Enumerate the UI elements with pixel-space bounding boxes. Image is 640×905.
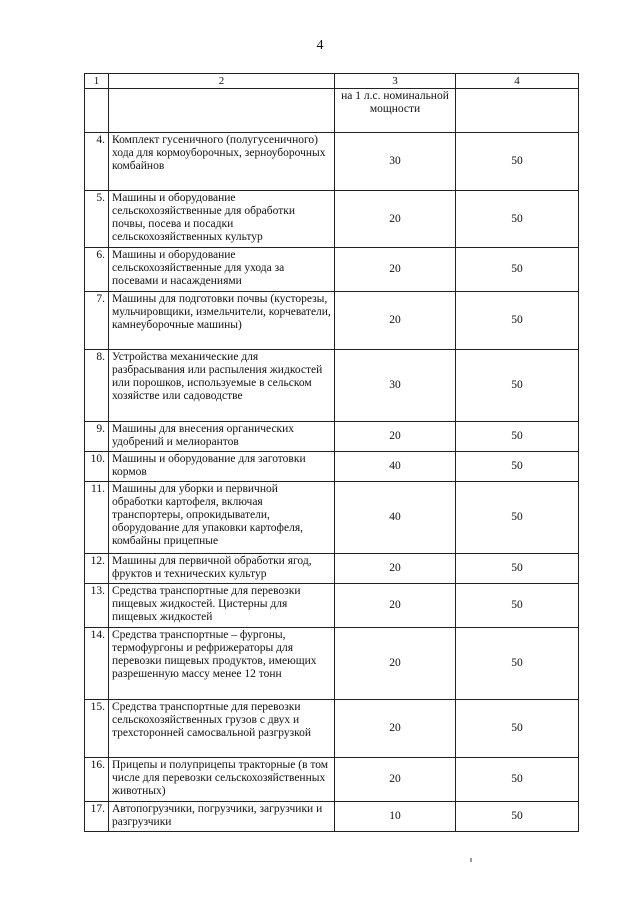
table-row bbox=[85, 554, 579, 584]
table-row bbox=[85, 422, 579, 452]
rate-column-3: 20 bbox=[335, 292, 456, 350]
table-row bbox=[85, 133, 579, 191]
rate-column-4: 50 bbox=[456, 133, 579, 191]
rate-column-3: 20 bbox=[335, 554, 456, 584]
rate-column-3: 10 bbox=[335, 802, 456, 832]
equipment-name: Машины для внесения органических удобрений и мелиорантов bbox=[109, 422, 335, 452]
equipment-name: Прицепы и полуприцепы тракторные (в том числе для перевозки сельскохозяйственных животных) bbox=[109, 758, 335, 802]
rate-column-4: 50 bbox=[456, 482, 579, 554]
equipment-name: Средства транспортные для перевозки сельскохозяйственных грузов с двух и трехсторонней самосвальной разгрузкой bbox=[109, 700, 335, 758]
row-number: 9. bbox=[85, 422, 109, 452]
row-number: 6. bbox=[85, 248, 109, 292]
unit-row-empty-cell bbox=[456, 89, 579, 133]
table-row bbox=[85, 584, 579, 628]
row-number: 11. bbox=[85, 482, 109, 554]
column-number-1: 1 bbox=[85, 74, 109, 89]
rate-column-4: 50 bbox=[456, 292, 579, 350]
equipment-name: Средства транспортные для перевозки пищевых жидкостей. Цистерны для пищевых жидкостей bbox=[109, 584, 335, 628]
rate-column-3: 20 bbox=[335, 422, 456, 452]
unit-row-empty-cell bbox=[109, 89, 335, 133]
table-row bbox=[85, 482, 579, 554]
row-number: 15. bbox=[85, 700, 109, 758]
column-number-row bbox=[85, 74, 579, 89]
rate-column-3: 20 bbox=[335, 191, 456, 248]
rate-column-3: 20 bbox=[335, 758, 456, 802]
unit-label: на 1 л.с. номинальной мощности bbox=[335, 89, 456, 133]
table-row bbox=[85, 628, 579, 700]
rate-column-4: 50 bbox=[456, 758, 579, 802]
column-number-2: 2 bbox=[109, 74, 335, 89]
row-number: 17. bbox=[85, 802, 109, 832]
table-row bbox=[85, 802, 579, 832]
unit-row bbox=[85, 89, 579, 133]
row-number: 12. bbox=[85, 554, 109, 584]
table-row bbox=[85, 191, 579, 248]
rate-column-3: 40 bbox=[335, 452, 456, 482]
rate-column-4: 50 bbox=[456, 452, 579, 482]
rate-column-4: 50 bbox=[456, 700, 579, 758]
rate-column-4: 50 bbox=[456, 350, 579, 422]
rate-column-3: 40 bbox=[335, 482, 456, 554]
table-row bbox=[85, 452, 579, 482]
equipment-name: Устройства механические для разбрасывания или распыления жидкостей или порошков, используемые в сельском хозяйстве или садоводстве bbox=[109, 350, 335, 422]
column-number-3: 3 bbox=[335, 74, 456, 89]
unit-row-empty-cell bbox=[85, 89, 109, 133]
scan-mark bbox=[470, 858, 472, 862]
rate-column-4: 50 bbox=[456, 628, 579, 700]
row-number: 4. bbox=[85, 133, 109, 191]
rate-column-3: 20 bbox=[335, 628, 456, 700]
row-number: 10. bbox=[85, 452, 109, 482]
rate-column-3: 30 bbox=[335, 350, 456, 422]
table-row bbox=[85, 350, 579, 422]
row-number: 7. bbox=[85, 292, 109, 350]
equipment-name: Средства транспортные – фургоны, термофургоны и рефрижераторы для перевозки пищевых продуктов, имеющих разрешенную массу менее 12 тонн bbox=[109, 628, 335, 700]
rate-column-4: 50 bbox=[456, 422, 579, 452]
column-number-4: 4 bbox=[456, 74, 579, 89]
table-row bbox=[85, 248, 579, 292]
row-number: 13. bbox=[85, 584, 109, 628]
rate-column-4: 50 bbox=[456, 248, 579, 292]
rate-column-3: 20 bbox=[335, 248, 456, 292]
equipment-name: Машины для подготовки почвы (кусторезы, мульчировщики, измельчители, корчеватели, камнеуборочные машины) bbox=[109, 292, 335, 350]
subsidy-rates-table bbox=[84, 73, 579, 832]
table-row bbox=[85, 700, 579, 758]
table-row bbox=[85, 758, 579, 802]
table-row bbox=[85, 292, 579, 350]
row-number: 8. bbox=[85, 350, 109, 422]
rate-column-3: 30 bbox=[335, 133, 456, 191]
equipment-name: Машины и оборудование сельскохозяйственные для обработки почвы, посева и посадки сельскохозяйственных культур bbox=[109, 191, 335, 248]
equipment-name: Комплект гусеничного (полугусеничного) хода для кормоуборочных, зерноуборочных комбайнов bbox=[109, 133, 335, 191]
rate-column-3: 20 bbox=[335, 584, 456, 628]
equipment-name: Машины для первичной обработки ягод, фруктов и технических культур bbox=[109, 554, 335, 584]
row-number: 16. bbox=[85, 758, 109, 802]
row-number: 5. bbox=[85, 191, 109, 248]
rate-column-4: 50 bbox=[456, 191, 579, 248]
rate-column-4: 50 bbox=[456, 584, 579, 628]
equipment-name: Автопогрузчики, погрузчики, загрузчики и разгрузчики bbox=[109, 802, 335, 832]
row-number: 14. bbox=[85, 628, 109, 700]
rate-column-4: 50 bbox=[456, 554, 579, 584]
rate-column-3: 20 bbox=[335, 700, 456, 758]
page-number: 4 bbox=[316, 38, 324, 53]
equipment-name: Машины и оборудование для заготовки кормов bbox=[109, 452, 335, 482]
rate-column-4: 50 bbox=[456, 802, 579, 832]
equipment-name: Машины и оборудование сельскохозяйственные для ухода за посевами и насаждениями bbox=[109, 248, 335, 292]
equipment-name: Машины для уборки и первичной обработки картофеля, включая транспортеры, опрокидыватели, оборудование для упаковки картофеля, комбайны прицепные bbox=[109, 482, 335, 554]
